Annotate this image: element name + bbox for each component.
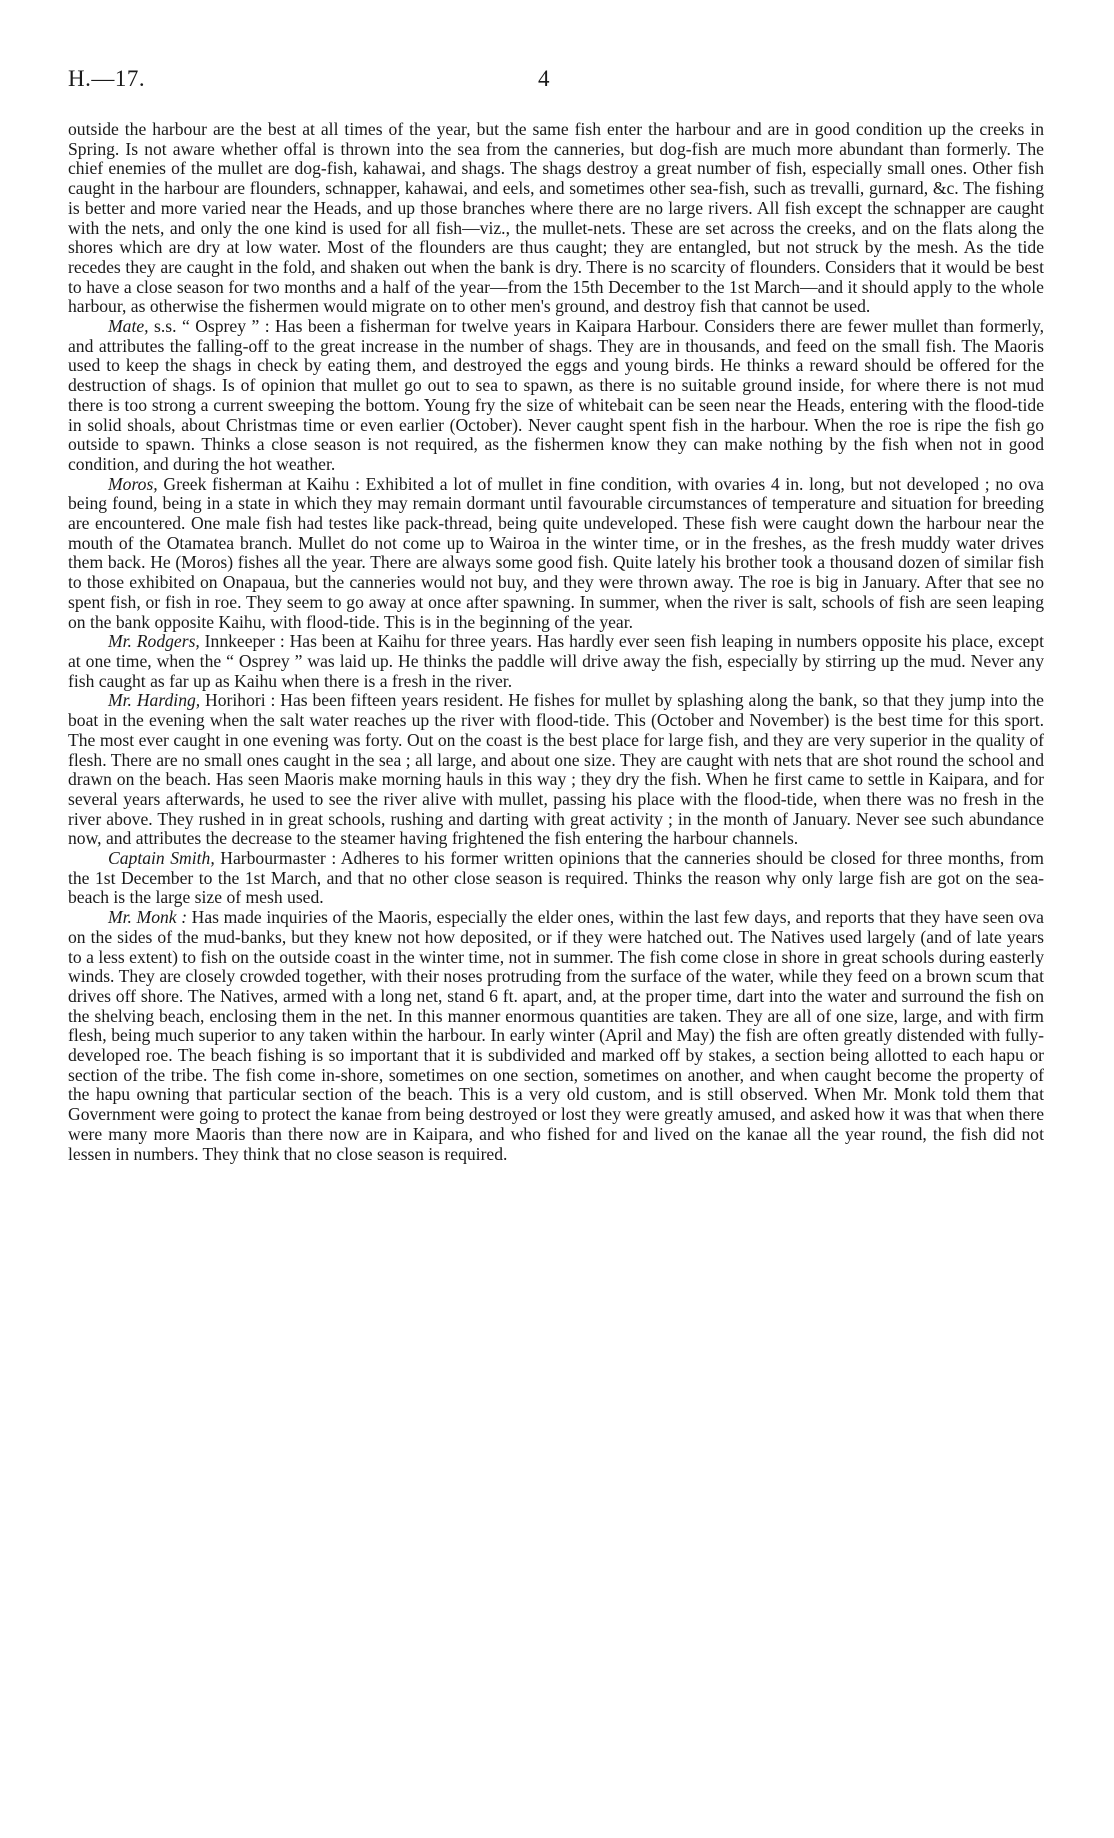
speaker-name: Mr. Monk : (108, 907, 188, 928)
speaker-name: Captain Smith, (108, 848, 215, 869)
paragraph-harding (68, 691, 1044, 849)
paragraph-text: Horihori : Has been fifteen years resident. He fishes for mullet by splashing along the bank, so that they jump into the boat in the evening when the salt water reaches up the river with flood-tide. This (October and November) is the best time for this sport. The most ever caught in one evening was forty. Out on the coast is the best place for large fish, and they are very superior in the quality of flesh. There are no small ones caught in the sea ; all large, and about one size. They are caught with nets that are shot round the school and drawn on the beach. Has seen Maoris make morning hauls in this way ; they dry the fish. When he first came to settle in Kaipara, and for several years afterwards, he used to see the river alive with mullet, passing his place with the flood-tide, when there was no fresh in the river above. They rushed in in great schools, rushing and darting with great activity ; in the month of January. Never see such abundance now, and attributes the decrease to the steamer having frightened the fish entering the harbour channels. (68, 690, 1044, 849)
speaker-name: Mr. Harding, (108, 690, 201, 711)
page-header (68, 66, 1044, 96)
paragraph-continuation (68, 120, 1044, 317)
paragraph-rodgers (68, 632, 1044, 691)
speaker-name: Moros, (108, 473, 158, 494)
paragraph-text: s.s. “ Osprey ” : Has been a fisherman for twelve years in Kaipara Harbour. Considers there are fewer mullet than formerly, and attributes the falling-off to the great increase in the number of shags. They are in thousands, and feed on the small fish. The Maoris used to keep the shags in check by eating them, and destroyed the eggs and young birds. He thinks a reward should be offered for the destruction of shags. Is of opinion that mullet go out to sea to spawn, as there is no suitable ground inside, for where there is not mud there is too strong a current sweeping the bottom. Young fry the size of whitebait can be seen near the Heads, entering with the flood-tide in solid shoals, about Christmas time or even earlier (October). Never caught spent fish in the harbour. When the roe is ripe the fish go outside to spawn. Thinks a close season is not required, as the fishermen know they can make nothing by the fish when not in good condition, and during the hot weather. (68, 316, 1044, 474)
document-reference: H.—17. (68, 66, 146, 91)
paragraph-text: outside the harbour are the best at all times of the year, but the same fish enter the harbour and are in good condition up the creeks in Spring. Is not aware whether offal is thrown into the sea from the canneries, but dog-fish are much more abundant than formerly. The chief enemies of the mullet are dog-fish, kahawai, and shags. The shags destroy a great number of fish, especially small ones. Other fish caught in the harbour are flounders, schnapper, kahawai, and eels, and sometimes other sea-fish, such as trevalli, gurnard, &c. The fishing is better and more varied near the Heads, and up those branches where there are no large rivers. All fish except the schnapper are caught with the nets, and only the one kind is used for all fish—viz., the mullet-nets. These are set across the creeks, and on the flats along the shores which are dry at low water. Most of the flounders are thus caught; they are entangled, but not struck by the mesh. As the tide recedes they are caught in the fold, and shaken out when the bank is dry. There is no scarcity of flounders. Considers that it would be best to have a close season for two months and a half of the year—from the 15th December to the 1st March—and it should apply to the whole harbour, as otherwise the fishermen would migrate on to other men's ground, and destroy fish that cannot be used. (68, 119, 1044, 317)
paragraph-text: Greek fisherman at Kaihu : Exhibited a lot of mullet in fine condition, with ovaries 4 in. long, but not developed ; no ova being found, being in a state in which they may remain dormant until favourable circumstances of temperature and situation for breeding are encountered. One male fish had testes like pack-thread, being quite undeveloped. These fish were caught down the harbour near the mouth of the Otamatea branch. Mullet do not come up to Wairoa in the winter time, or in the freshes, as the fresh muddy water drives them back. He (Moros) fishes all the year. There are always some good fish. Quite lately his brother took a thousand dozen of similar fish to those exhibited on Onapaua, but the canneries would not buy, and they were thrown away. The roe is big in January. After that see no spent fish, or fish in roe. They seem to go away at once after spawning. In summer, when the river is salt, schools of fish are seen leaping on the bank opposite Kaihu, with flood-tide. This is in the beginning of the year. (68, 473, 1044, 632)
page-number: 4 (538, 66, 550, 91)
body-text (68, 120, 1044, 1164)
paragraph-monk (68, 908, 1044, 1164)
paragraph-text: Harbourmaster : Adheres to his former written opinions that the canneries should be closed for three months, from the 1st December to the 1st March, and that no other close season is required. Thinks the reason why only large fish are got on the sea-beach is the large size of mesh used. (68, 848, 1044, 908)
speaker-name: Mr. Rodgers, (108, 631, 200, 652)
paragraph-text: Innkeeper : Has been at Kaihu for three years. Has hardly ever seen fish leaping in numbers opposite his place, except at one time, when the “ Osprey ” was laid up. He thinks the paddle will drive away the fish, especially by stirring up the mud. Never any fish caught as far up as Kaihu when there is a fresh in the river. (68, 631, 1044, 691)
paragraph-captain-smith (68, 849, 1044, 908)
speaker-name: Mate, (108, 316, 149, 337)
paragraph-moros (68, 475, 1044, 633)
paragraph-mate-osprey (68, 317, 1044, 475)
paragraph-text: Has made inquiries of the Maoris, especially the elder ones, within the last few days, and reports that they have seen ova on the sides of the mud-banks, but they knew not how deposited, or if they were hatched out. The Natives used largely (and of late years to a less extent) to fish on the outside coast in the winter time, not in summer. The fish come close in shore in great schools during easterly winds. They are closely crowded together, with their noses protruding from the surface of the water, while they feed on a brown scum that drives off shore. The Natives, armed with a long net, stand 6 ft. apart, and, at the proper time, dart into the water and surround the fish on the shelving beach, enclosing them in the net. In this manner enormous quantities are taken. They are all of one size, large, and with firm flesh, being much superior to any taken within the harbour. In early winter (April and May) the fish are often greatly distended with fully-developed roe. The beach fishing is so important that it is subdivided and marked off by stakes, a section being allotted to each hapu or section of the tribe. The fish come in-shore, sometimes on one section, sometimes on another, and when caught become the property of the hapu owning that particular section of the beach. This is a very old custom, and is still observed. When Mr. Monk told them that Government were going to protect the kanae from being destroyed or lost they were greatly amused, and asked how it was that when there were many more Maoris than there now are in Kaipara, and who fished for and lived on the kanae all the year round, the fish did not lessen in numbers. They think that no close season is required. (68, 907, 1044, 1164)
